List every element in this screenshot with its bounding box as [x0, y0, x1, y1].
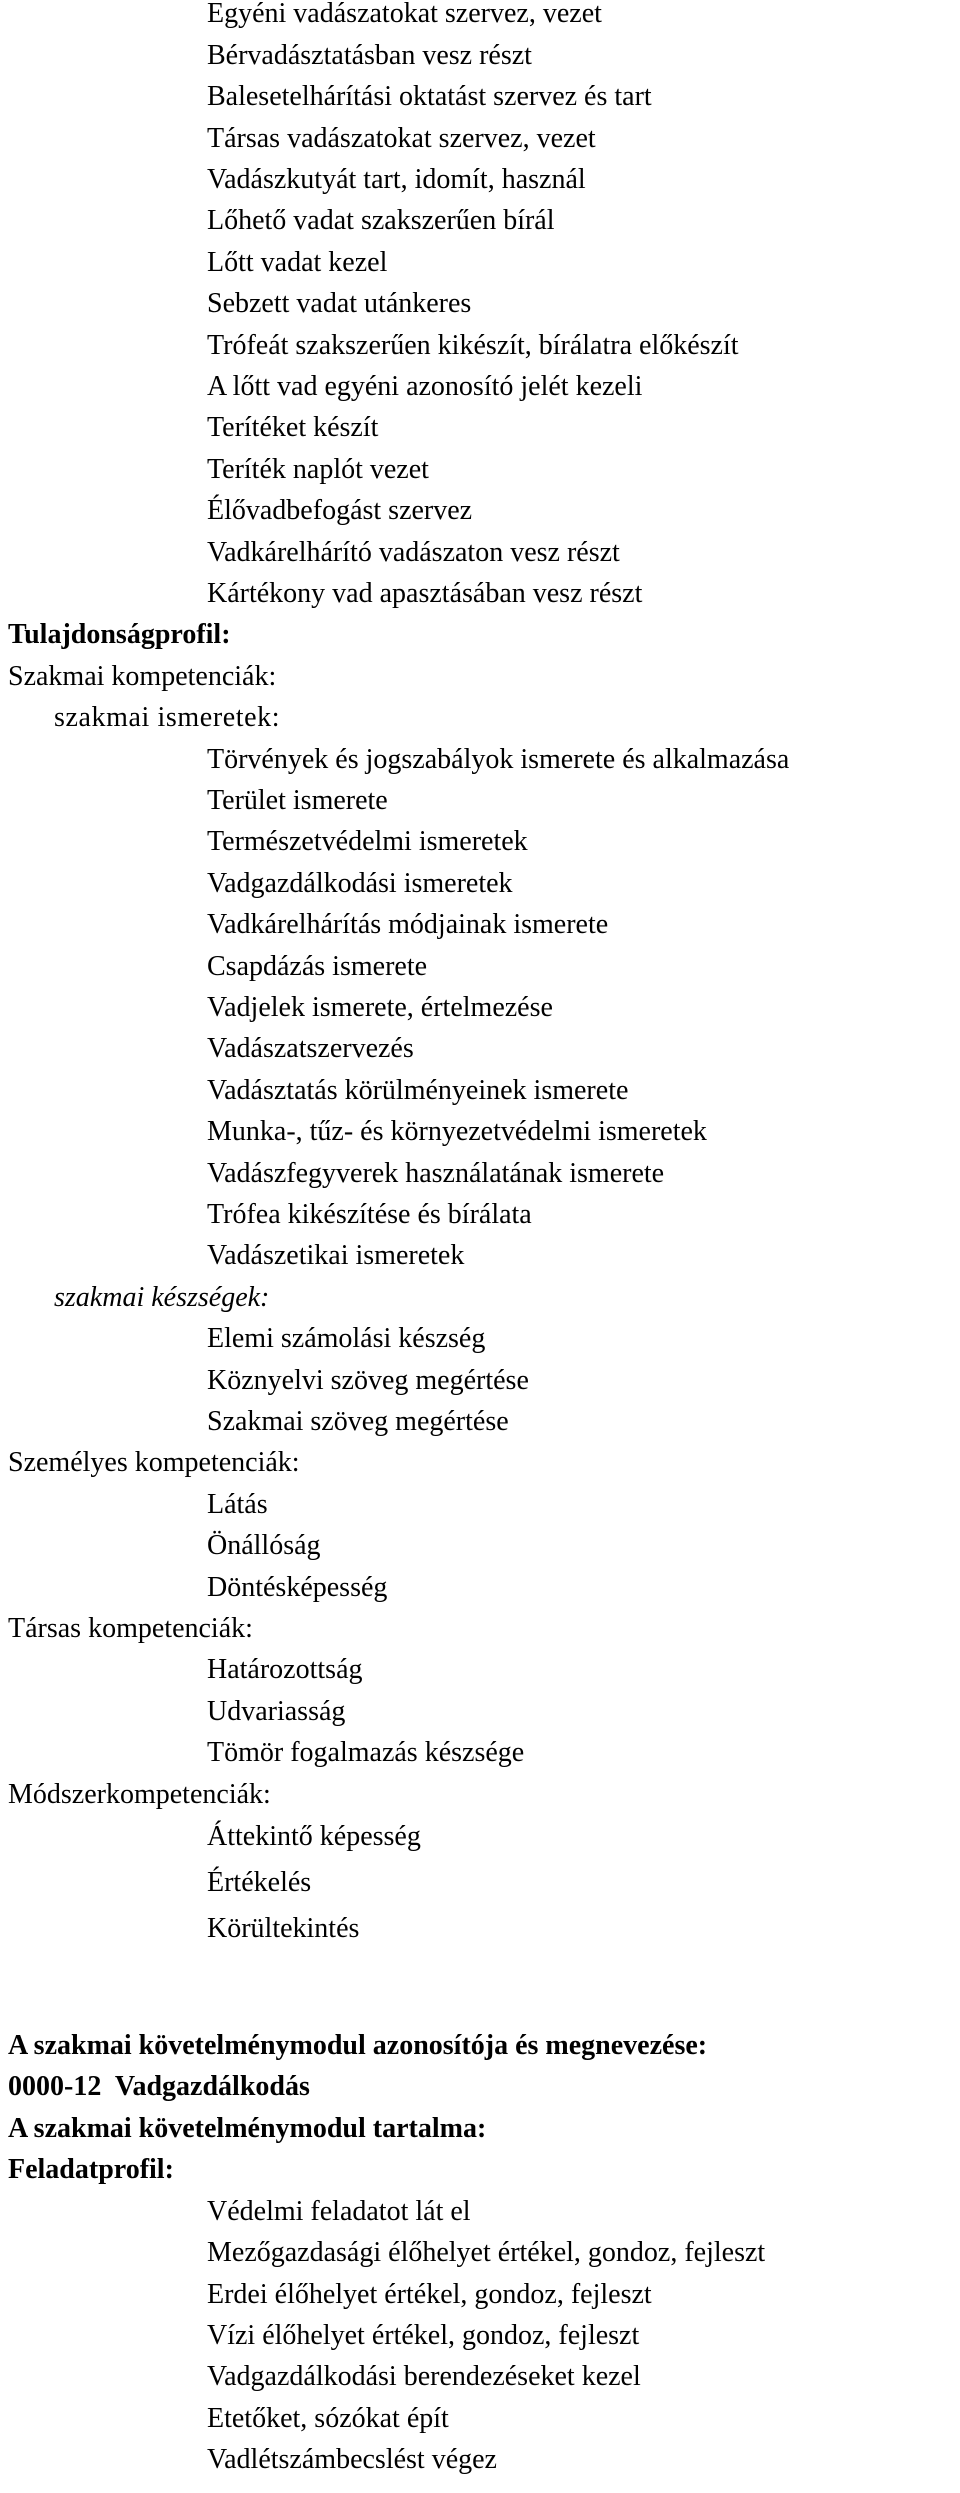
knowledge-item: Csapdázás ismerete: [207, 951, 428, 982]
knowledge-item: Vadkárelhárítás módjainak ismerete: [207, 909, 609, 940]
knowledge-item: Terület ismerete: [207, 785, 388, 816]
module-task-item: Vízi élőhelyet értékel, gondoz, fejleszt: [207, 2320, 640, 2351]
knowledge-item: Vadásztatás körülményeinek ismerete: [207, 1075, 629, 1106]
method-item: Értékelés: [207, 1867, 312, 1898]
skills-label: szakmai készségek:: [54, 1282, 270, 1313]
social-competencies-label: Társas kompetenciák:: [8, 1613, 253, 1644]
task-item: Élővadbefogást szervez: [207, 495, 473, 526]
knowledge-item: Munka-, tűz- és környezetvédelmi ismeretek: [207, 1116, 707, 1147]
professional-competencies-label: Szakmai kompetenciák:: [8, 661, 277, 692]
personal-competencies-label: Személyes kompetenciák:: [8, 1447, 300, 1478]
task-item: Balesetelhárítási oktatást szervez és tart: [207, 81, 652, 112]
task-item: Társas vadászatokat szervez, vezet: [207, 123, 596, 154]
task-item: Terítéket készít: [207, 412, 379, 443]
task-item: Sebzett vadat utánkeres: [207, 288, 472, 319]
knowledge-item: Vadgazdálkodási ismeretek: [207, 868, 513, 899]
knowledge-label: szakmai ismeretek:: [54, 702, 281, 733]
task-item: Egyéni vadászatokat szervez, vezet: [207, 0, 602, 29]
knowledge-item: Természetvédelmi ismeretek: [207, 826, 528, 857]
knowledge-item: Trófea kikészítése és bírálata: [207, 1199, 532, 1230]
knowledge-item: Vadászatszervezés: [207, 1033, 414, 1064]
personal-item: Látás: [207, 1489, 268, 1520]
module-task-item: Erdei élőhelyet értékel, gondoz, fejleszt: [207, 2279, 652, 2310]
module-task-item: Vadlétszámbecslést végez: [207, 2444, 497, 2475]
module-task-item: Védelmi feladatot lát el: [207, 2196, 471, 2227]
task-item: Vadászkutyát tart, idomít, használ: [207, 164, 586, 195]
task-item: Lőtt vadat kezel: [207, 247, 388, 278]
task-item: Trófeát szakszerűen kikészít, bírálatra előkészít: [207, 330, 739, 361]
task-item: Kártékony vad apasztásában vesz részt: [207, 578, 643, 609]
task-item: Bérvadásztatásban vesz részt: [207, 40, 532, 71]
property-profile-heading: Tulajdonságprofil:: [8, 619, 231, 650]
social-item: Határozottság: [207, 1654, 363, 1685]
personal-item: Döntésképesség: [207, 1572, 388, 1603]
task-item: Lőhető vadat szakszerűen bírál: [207, 205, 555, 236]
module-content-heading: A szakmai követelménymodul tartalma:: [8, 2113, 487, 2144]
knowledge-item: Vadjelek ismerete, értelmezése: [207, 992, 553, 1023]
knowledge-item: Vadászfegyverek használatának ismerete: [207, 1158, 665, 1189]
skill-item: Köznyelvi szöveg megértése: [207, 1365, 529, 1396]
module-id-value: 0000-12 Vadgazdálkodás: [8, 2071, 310, 2102]
task-item: Vadkárelhárító vadászaton vesz részt: [207, 537, 620, 568]
method-item: Körültekintés: [207, 1913, 360, 1944]
method-item: Áttekintő képesség: [207, 1821, 421, 1852]
skill-item: Elemi számolási készség: [207, 1323, 486, 1354]
task-item: Teríték naplót vezet: [207, 454, 429, 485]
knowledge-item: Törvények és jogszabályok ismerete és alkalmazása: [207, 744, 790, 775]
social-item: Tömör fogalmazás készsége: [207, 1737, 525, 1768]
module-task-item: Vadgazdálkodási berendezéseket kezel: [207, 2361, 641, 2392]
task-item: A lőtt vad egyéni azonosító jelét kezeli: [207, 371, 643, 402]
module-task-item: Mezőgazdasági élőhelyet értékel, gondoz, fejleszt: [207, 2237, 766, 2268]
social-item: Udvariasság: [207, 1696, 346, 1727]
knowledge-item: Vadászetikai ismeretek: [207, 1240, 465, 1271]
skill-item: Szakmai szöveg megértése: [207, 1406, 509, 1437]
task-profile-heading: Feladatprofil:: [8, 2154, 174, 2185]
module-id-heading: A szakmai követelménymodul azonosítója és megnevezése:: [8, 2030, 708, 2061]
module-task-item: Etetőket, sózókat épít: [207, 2403, 449, 2434]
method-competencies-label: Módszerkompetenciák:: [8, 1779, 271, 1810]
personal-item: Önállóság: [207, 1530, 321, 1561]
